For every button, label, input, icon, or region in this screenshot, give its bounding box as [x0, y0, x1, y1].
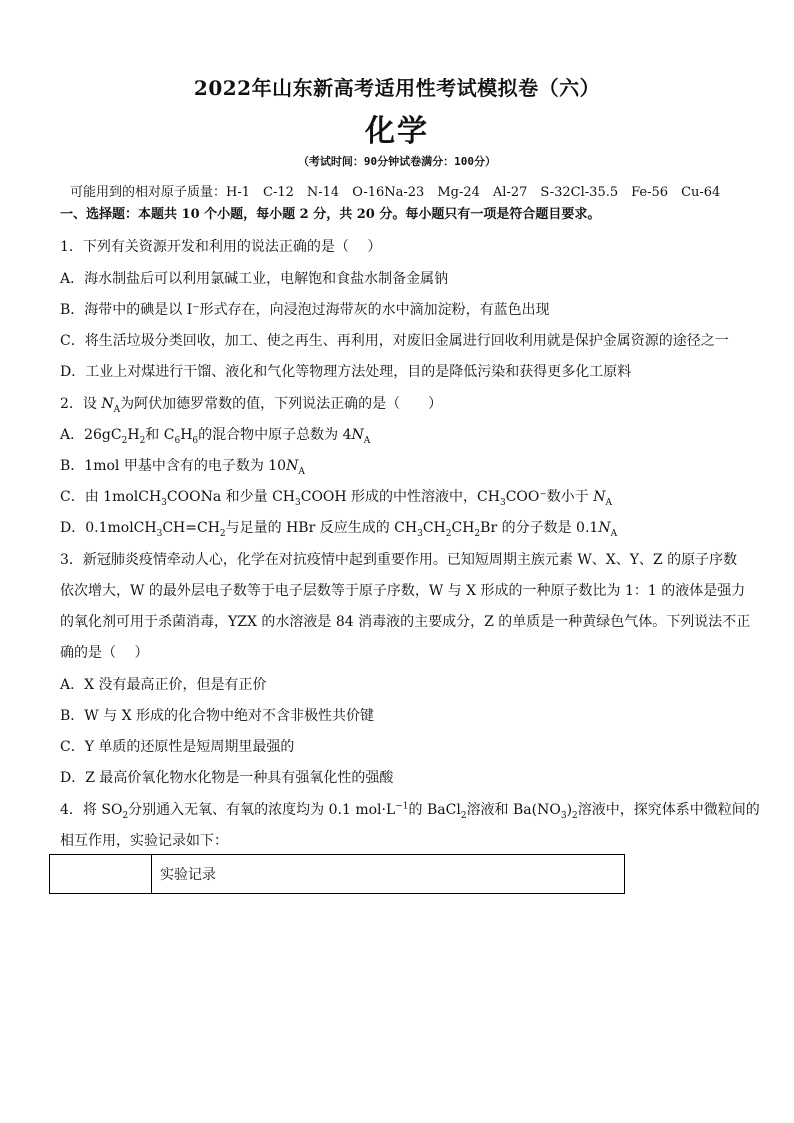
- q2-option-a: A．$26gC_2H_2$和 $C_6H_6$的混合物中原子总数为 $4N_A$: [60, 427, 371, 446]
- q3-stem-line4: 确的是（ ）: [60, 645, 149, 661]
- q3-option-d: D．Z 最高价氧化物水化物是一种具有强氧化性的强酸: [60, 770, 394, 786]
- exam-title: 2022年山东新高考适用性考试模拟卷（六）: [193, 76, 601, 100]
- q4-stem-line1: 4．将 $SO_2$分别通入无氧、有氧的浓度均为 0.1 $mol\cdot L^{-1}$的 BaCl$_2$溶液和 $Ba(NO_3)_2$溶液中，探究体系中微粒间的: [60, 801, 760, 821]
- q1-option-b: B．海带中的碘是以 I⁻形式存在，向浸泡过海带灰的水中滴加淀粉，有蓝色出现: [60, 302, 550, 318]
- subject-title: 化学: [365, 114, 429, 149]
- q3-option-a: A．X 没有最高正价，但是有正价: [60, 677, 267, 693]
- q3-stem-line3: 的氧化剂可用于杀菌消毒，YZX 的水溶液是 84 消毒液的主要成分，Z 的单质是一种黄绿色气体。下列说法不正: [60, 614, 751, 630]
- q2-option-d: D．$0.1molCH_3CH=CH_2$与足量的 HBr 反应生成的 $CH_3CH_2CH_2Br$ 的分子数是 $0.1N_A$: [60, 520, 618, 539]
- q1-option-a: A．海水制盐后可以利用氯碱工业，电解饱和食盐水制备金属钠: [60, 271, 449, 287]
- q2-option-b: B．1mol 甲基中含有的电子数为 $10N_A$: [60, 458, 305, 477]
- q3-option-b: B．W 与 X 形成的化合物中绝对不含非极性共价键: [60, 708, 374, 724]
- section-heading: 一、选择题：本题共 10 个小题，每小题 2 分，共 20 分。每小题只有一项是符合题目要求。: [60, 207, 601, 222]
- q3-stem-line2: 依次增大，W 的最外层电子数等于电子层数等于原子序数，W 与 X 形成的一种原子数比为 1：1 的液体是强力: [60, 583, 746, 599]
- q4-stem-line2: 相互作用，实验记录如下：: [60, 833, 228, 849]
- atomic-masses: 可能用到的相对原子质量：H-1 C-12 N-14 O-16Na-23 Mg-24 Al-27 S-32Cl-35.5 Fe-56 Cu-64: [70, 185, 721, 200]
- exam-info: （考试时间：90分钟试卷满分：100分）: [297, 155, 497, 168]
- q3-option-c: C．Y 单质的还原性是短周期里最强的: [60, 739, 295, 755]
- table-empty-cell: [50, 855, 152, 893]
- experiment-table: [49, 854, 625, 894]
- q2-stem: 2．设 $N_A$为阿伏加德罗常数的值，下列说法正确的是（ ）: [60, 396, 443, 415]
- q1-option-c: C．将生活垃圾分类回收，加工、使之再生、再利用，对废旧金属进行回收利用就是保护金属资源的途径之一: [60, 333, 729, 349]
- q1-option-d: D．工业上对煤进行干馏、液化和气化等物理方法处理，目的是降低污染和获得更多化工原料: [60, 364, 632, 380]
- q3-stem-line1: 3．新冠肺炎疫情牵动人心，化学在对抗疫情中起到重要作用。已知短周期主族元素 W、X、Y、Z 的原子序数: [60, 552, 738, 568]
- table-header-cell: 实验记录: [160, 867, 216, 883]
- q1-stem: 1．下列有关资源开发和利用的说法正确的是（ ）: [60, 239, 382, 255]
- q2-option-c: C．由 1molCH$_3$COONa 和少量 $CH_3COOH$ 形成的中性溶液中，$CH_3COO^-$数小于 $N_A$: [60, 489, 612, 508]
